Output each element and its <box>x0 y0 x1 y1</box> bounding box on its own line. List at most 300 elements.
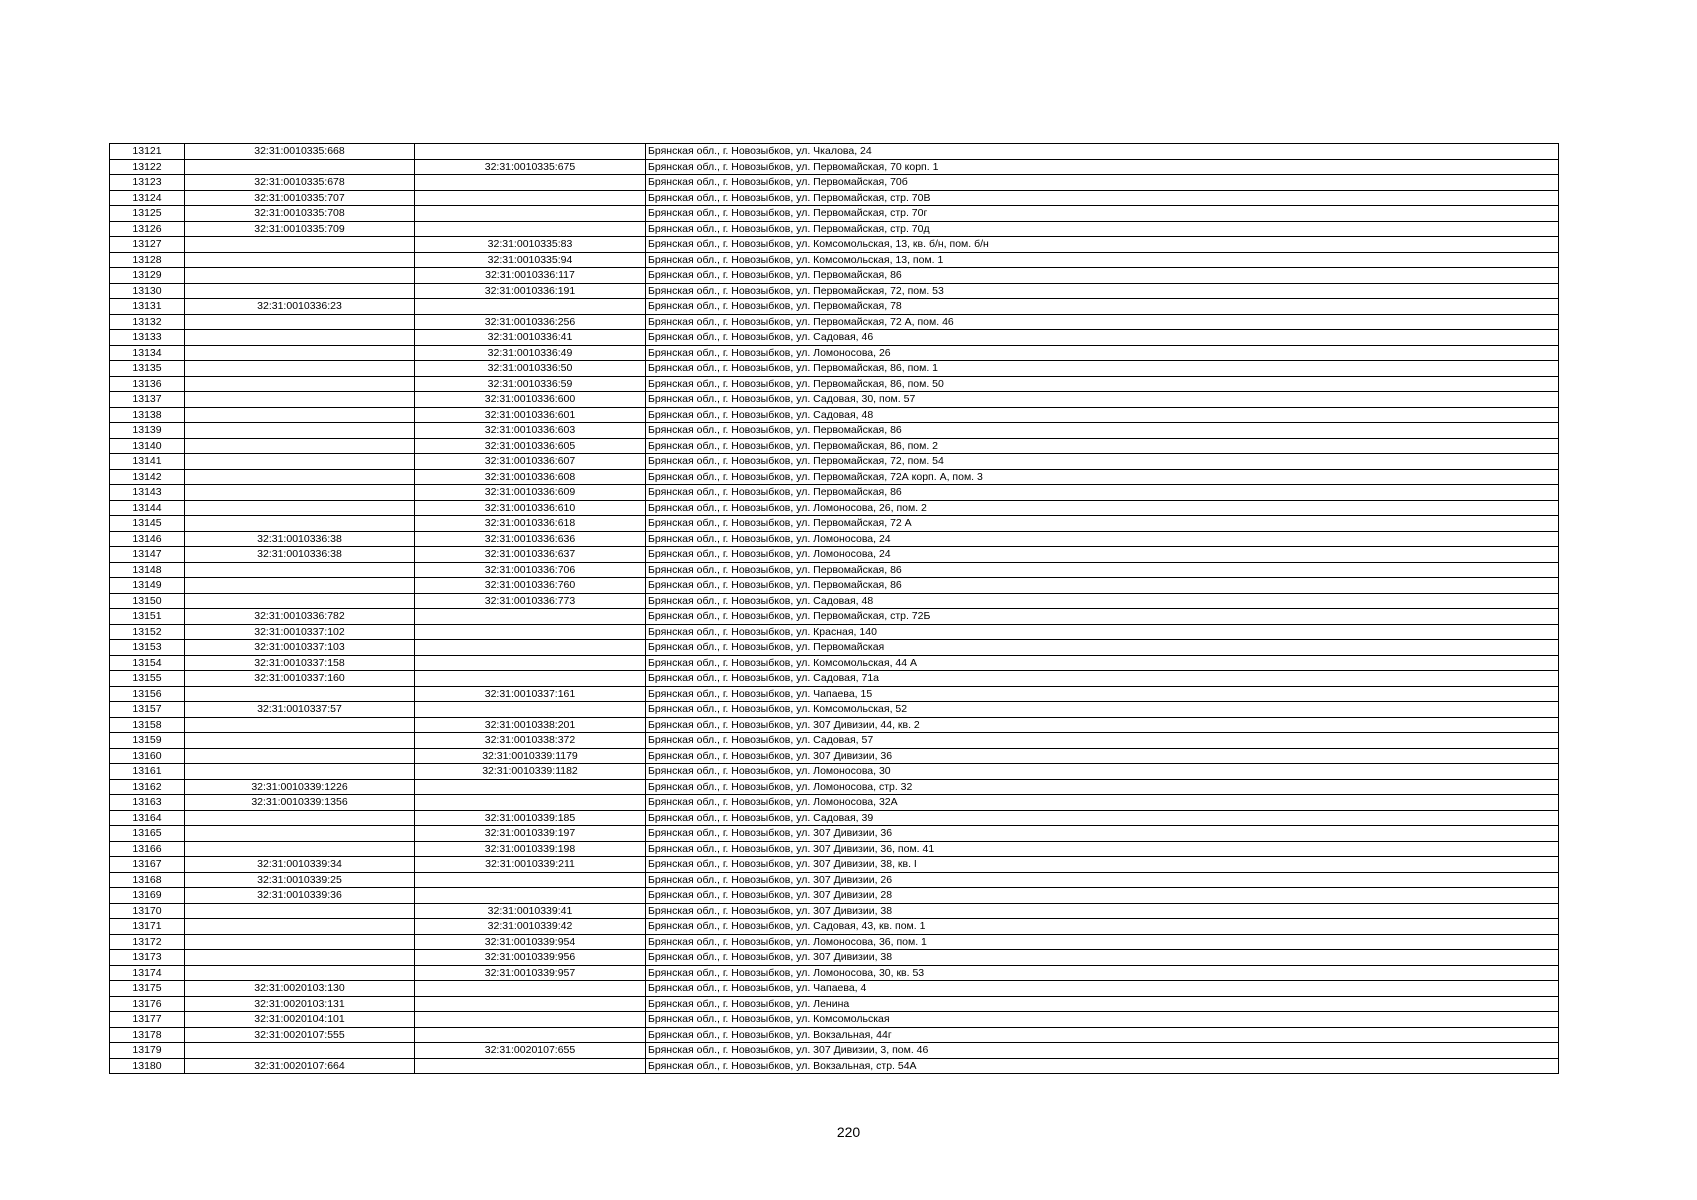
page-number: 220 <box>836 1124 861 1140</box>
row-number-cell: 13154 <box>110 655 185 671</box>
table-row <box>110 841 1559 857</box>
cadastral-number-2-cell: 32:31:0010339:954 <box>415 934 646 950</box>
cadastral-number-cell: 32:31:0010336:782 <box>185 609 415 625</box>
table-row <box>110 407 1559 423</box>
cadastral-number-2-cell <box>415 175 646 191</box>
table-row <box>110 1043 1559 1059</box>
cadastral-number-2-cell <box>415 1012 646 1028</box>
address-cell: Брянская обл., г. Новозыбков, ул. 307 Дивизии, 38 <box>646 950 1559 966</box>
address-cell: Брянская обл., г. Новозыбков, ул. Ломоносова, 26, пом. 2 <box>646 500 1559 516</box>
cadastral-number-cell: 32:31:0020104:101 <box>185 1012 415 1028</box>
row-number-cell: 13152 <box>110 624 185 640</box>
address-cell: Брянская обл., г. Новозыбков, ул. Чапаева, 4 <box>646 981 1559 997</box>
cadastral-number-2-cell: 32:31:0010339:185 <box>415 810 646 826</box>
cadastral-number-2-cell <box>415 702 646 718</box>
cadastral-number-2-cell <box>415 795 646 811</box>
address-cell: Брянская обл., г. Новозыбков, ул. Первомайская, 86, пом. 50 <box>646 376 1559 392</box>
address-cell: Брянская обл., г. Новозыбков, ул. Комсомольская <box>646 1012 1559 1028</box>
address-cell: Брянская обл., г. Новозыбков, ул. Первомайская, 86 <box>646 268 1559 284</box>
row-number-cell: 13172 <box>110 934 185 950</box>
cadastral-number-2-cell: 32:31:0010335:94 <box>415 252 646 268</box>
cadastral-number-cell <box>185 919 415 935</box>
cadastral-number-cell: 32:31:0010335:678 <box>185 175 415 191</box>
row-number-cell: 13141 <box>110 454 185 470</box>
row-number-cell: 13165 <box>110 826 185 842</box>
cadastral-number-2-cell <box>415 609 646 625</box>
cadastral-number-cell: 32:31:0020103:130 <box>185 981 415 997</box>
data-table <box>109 143 1559 1074</box>
row-number-cell: 13137 <box>110 392 185 408</box>
row-number-cell: 13157 <box>110 702 185 718</box>
cadastral-number-cell <box>185 764 415 780</box>
table-row <box>110 609 1559 625</box>
address-cell: Брянская обл., г. Новозыбков, ул. Комсомольская, 44 А <box>646 655 1559 671</box>
cadastral-number-cell <box>185 950 415 966</box>
cadastral-number-2-cell: 32:31:0010336:607 <box>415 454 646 470</box>
cadastral-number-cell <box>185 593 415 609</box>
row-number-cell: 13168 <box>110 872 185 888</box>
row-number-cell: 13179 <box>110 1043 185 1059</box>
address-cell: Брянская обл., г. Новозыбков, ул. 307 Дивизии, 38, кв. I <box>646 857 1559 873</box>
address-cell: Брянская обл., г. Новозыбков, ул. Комсомольская, 52 <box>646 702 1559 718</box>
row-number-cell: 13129 <box>110 268 185 284</box>
address-cell: Брянская обл., г. Новозыбков, ул. Первомайская, 72 А <box>646 516 1559 532</box>
address-cell: Брянская обл., г. Новозыбков, ул. Ломоносова, 24 <box>646 547 1559 563</box>
row-number-cell: 13123 <box>110 175 185 191</box>
table-row <box>110 686 1559 702</box>
row-number-cell: 13126 <box>110 221 185 237</box>
cadastral-number-cell <box>185 826 415 842</box>
table-row <box>110 655 1559 671</box>
table-row <box>110 872 1559 888</box>
table-row <box>110 330 1559 346</box>
address-cell: Брянская обл., г. Новозыбков, ул. Садовая, 43, кв. пом. 1 <box>646 919 1559 935</box>
address-cell: Брянская обл., г. Новозыбков, ул. Чапаева, 15 <box>646 686 1559 702</box>
row-number-cell: 13140 <box>110 438 185 454</box>
cadastral-number-cell: 32:31:0010337:102 <box>185 624 415 640</box>
cadastral-number-2-cell: 32:31:0020107:655 <box>415 1043 646 1059</box>
address-cell: Брянская обл., г. Новозыбков, ул. Комсомольская, 13, кв. б/н, пом. б/н <box>646 237 1559 253</box>
cadastral-number-cell <box>185 283 415 299</box>
cadastral-number-2-cell: 32:31:0010336:609 <box>415 485 646 501</box>
table-row <box>110 1027 1559 1043</box>
cadastral-number-2-cell: 32:31:0010336:191 <box>415 283 646 299</box>
table-row <box>110 950 1559 966</box>
cadastral-number-2-cell: 32:31:0010336:49 <box>415 345 646 361</box>
row-number-cell: 13170 <box>110 903 185 919</box>
table-row <box>110 500 1559 516</box>
address-cell: Брянская обл., г. Новозыбков, ул. Первомайская <box>646 640 1559 656</box>
row-number-cell: 13128 <box>110 252 185 268</box>
row-number-cell: 13138 <box>110 407 185 423</box>
table-row <box>110 485 1559 501</box>
cadastral-number-2-cell: 32:31:0010336:618 <box>415 516 646 532</box>
cadastral-number-cell <box>185 407 415 423</box>
row-number-cell: 13158 <box>110 717 185 733</box>
table-row <box>110 748 1559 764</box>
cadastral-number-2-cell: 32:31:0010336:50 <box>415 361 646 377</box>
cadastral-number-2-cell: 32:31:0010336:41 <box>415 330 646 346</box>
address-cell: Брянская обл., г. Новозыбков, ул. 307 Дивизии, 36, пом. 41 <box>646 841 1559 857</box>
table-row <box>110 671 1559 687</box>
cadastral-number-2-cell: 32:31:0010337:161 <box>415 686 646 702</box>
cadastral-number-cell <box>185 361 415 377</box>
row-number-cell: 13124 <box>110 190 185 206</box>
table-row <box>110 578 1559 594</box>
table-row <box>110 1058 1559 1074</box>
table-row <box>110 640 1559 656</box>
row-number-cell: 13159 <box>110 733 185 749</box>
cadastral-number-cell <box>185 376 415 392</box>
row-number-cell: 13146 <box>110 531 185 547</box>
cadastral-number-2-cell: 32:31:0010336:608 <box>415 469 646 485</box>
cadastral-number-2-cell: 32:31:0010338:372 <box>415 733 646 749</box>
address-cell: Брянская обл., г. Новозыбков, ул. Садовая, 48 <box>646 593 1559 609</box>
row-number-cell: 13122 <box>110 159 185 175</box>
cadastral-number-2-cell: 32:31:0010335:83 <box>415 237 646 253</box>
row-number-cell: 13180 <box>110 1058 185 1074</box>
cadastral-number-2-cell: 32:31:0010336:637 <box>415 547 646 563</box>
cadastral-number-cell <box>185 423 415 439</box>
table-row <box>110 376 1559 392</box>
row-number-cell: 13121 <box>110 144 185 160</box>
address-cell: Брянская обл., г. Новозыбков, ул. Первомайская, 78 <box>646 299 1559 315</box>
cadastral-number-cell: 32:31:0020107:555 <box>185 1027 415 1043</box>
address-cell: Брянская обл., г. Новозыбков, ул. Первомайская, стр. 70д <box>646 221 1559 237</box>
cadastral-number-2-cell <box>415 779 646 795</box>
cadastral-number-2-cell: 32:31:0010336:117 <box>415 268 646 284</box>
address-cell: Брянская обл., г. Новозыбков, ул. Первомайская, 72, пом. 54 <box>646 454 1559 470</box>
cadastral-number-cell <box>185 578 415 594</box>
cadastral-number-cell <box>185 841 415 857</box>
table-row <box>110 562 1559 578</box>
cadastral-number-2-cell: 32:31:0010335:675 <box>415 159 646 175</box>
address-cell: Брянская обл., г. Новозыбков, ул. Первомайская, 70 корп. 1 <box>646 159 1559 175</box>
cadastral-number-cell <box>185 159 415 175</box>
address-cell: Брянская обл., г. Новозыбков, ул. Первомайская, 86 <box>646 485 1559 501</box>
row-number-cell: 13156 <box>110 686 185 702</box>
table-row <box>110 965 1559 981</box>
address-cell: Брянская обл., г. Новозыбков, ул. Чкалова, 24 <box>646 144 1559 160</box>
table-row <box>110 934 1559 950</box>
table-row <box>110 1012 1559 1028</box>
cadastral-number-cell <box>185 345 415 361</box>
row-number-cell: 13151 <box>110 609 185 625</box>
row-number-cell: 13174 <box>110 965 185 981</box>
cadastral-number-2-cell <box>415 1058 646 1074</box>
table-row <box>110 299 1559 315</box>
address-cell: Брянская обл., г. Новозыбков, ул. Первомайская, стр. 72Б <box>646 609 1559 625</box>
row-number-cell: 13171 <box>110 919 185 935</box>
table-row <box>110 423 1559 439</box>
address-cell: Брянская обл., г. Новозыбков, ул. Ломоносова, 26 <box>646 345 1559 361</box>
cadastral-number-cell: 32:31:0010337:158 <box>185 655 415 671</box>
cadastral-number-2-cell <box>415 1027 646 1043</box>
row-number-cell: 13153 <box>110 640 185 656</box>
table-row <box>110 221 1559 237</box>
cadastral-number-2-cell: 32:31:0010339:211 <box>415 857 646 873</box>
cadastral-number-cell: 32:31:0010339:1356 <box>185 795 415 811</box>
cadastral-number-2-cell <box>415 206 646 222</box>
address-cell: Брянская обл., г. Новозыбков, ул. Первомайская, 72 А, пом. 46 <box>646 314 1559 330</box>
table-row <box>110 981 1559 997</box>
address-cell: Брянская обл., г. Новозыбков, ул. Первомайская, 70б <box>646 175 1559 191</box>
cadastral-number-cell <box>185 934 415 950</box>
cadastral-number-cell <box>185 314 415 330</box>
table-row <box>110 392 1559 408</box>
cadastral-number-cell <box>185 330 415 346</box>
row-number-cell: 13166 <box>110 841 185 857</box>
cadastral-number-2-cell <box>415 640 646 656</box>
address-cell: Брянская обл., г. Новозыбков, ул. Первомайская, 86, пом. 1 <box>646 361 1559 377</box>
table-row <box>110 795 1559 811</box>
address-cell: Брянская обл., г. Новозыбков, ул. Ломоносова, 36, пом. 1 <box>646 934 1559 950</box>
row-number-cell: 13136 <box>110 376 185 392</box>
row-number-cell: 13164 <box>110 810 185 826</box>
row-number-cell: 13169 <box>110 888 185 904</box>
address-cell: Брянская обл., г. Новозыбков, ул. 307 Дивизии, 38 <box>646 903 1559 919</box>
table-row <box>110 268 1559 284</box>
address-cell: Брянская обл., г. Новозыбков, ул. Комсомольская, 13, пом. 1 <box>646 252 1559 268</box>
table-row <box>110 144 1559 160</box>
cadastral-number-cell: 32:31:0010339:25 <box>185 872 415 888</box>
address-cell: Брянская обл., г. Новозыбков, ул. Садовая, 39 <box>646 810 1559 826</box>
cadastral-number-2-cell: 32:31:0010336:59 <box>415 376 646 392</box>
cadastral-number-cell <box>185 810 415 826</box>
cadastral-number-cell <box>185 392 415 408</box>
address-cell: Брянская обл., г. Новозыбков, ул. Красная, 140 <box>646 624 1559 640</box>
cadastral-number-2-cell: 32:31:0010339:197 <box>415 826 646 842</box>
cadastral-number-cell: 32:31:0010336:38 <box>185 531 415 547</box>
cadastral-number-cell <box>185 516 415 532</box>
row-number-cell: 13177 <box>110 1012 185 1028</box>
row-number-cell: 13132 <box>110 314 185 330</box>
address-cell: Брянская обл., г. Новозыбков, ул. Вокзальная, стр. 54А <box>646 1058 1559 1074</box>
table-row <box>110 919 1559 935</box>
table-row <box>110 826 1559 842</box>
row-number-cell: 13149 <box>110 578 185 594</box>
cadastral-number-cell <box>185 903 415 919</box>
address-cell: Брянская обл., г. Новозыбков, ул. 307 Дивизии, 44, кв. 2 <box>646 717 1559 733</box>
cadastral-number-2-cell: 32:31:0010339:42 <box>415 919 646 935</box>
cadastral-number-cell <box>185 454 415 470</box>
cadastral-number-cell <box>185 686 415 702</box>
table-body <box>110 144 1559 1074</box>
cadastral-number-2-cell: 32:31:0010339:957 <box>415 965 646 981</box>
cadastral-number-cell <box>185 965 415 981</box>
cadastral-number-2-cell: 32:31:0010336:760 <box>415 578 646 594</box>
address-cell: Брянская обл., г. Новозыбков, ул. Первомайская, 72, пом. 53 <box>646 283 1559 299</box>
cadastral-number-2-cell: 32:31:0010336:773 <box>415 593 646 609</box>
address-cell: Брянская обл., г. Новозыбков, ул. Ленина <box>646 996 1559 1012</box>
address-cell: Брянская обл., г. Новозыбков, ул. 307 Дивизии, 3, пом. 46 <box>646 1043 1559 1059</box>
cadastral-number-cell <box>185 1043 415 1059</box>
row-number-cell: 13144 <box>110 500 185 516</box>
address-cell: Брянская обл., г. Новозыбков, ул. Первомайская, 86, пом. 2 <box>646 438 1559 454</box>
table-row <box>110 454 1559 470</box>
cadastral-number-2-cell <box>415 221 646 237</box>
cadastral-number-2-cell: 32:31:0010336:605 <box>415 438 646 454</box>
row-number-cell: 13175 <box>110 981 185 997</box>
cadastral-number-cell: 32:31:0010336:23 <box>185 299 415 315</box>
address-cell: Брянская обл., г. Новозыбков, ул. Садовая, 48 <box>646 407 1559 423</box>
cadastral-number-cell <box>185 237 415 253</box>
table-row <box>110 469 1559 485</box>
row-number-cell: 13134 <box>110 345 185 361</box>
cadastral-number-cell <box>185 562 415 578</box>
table-row <box>110 996 1559 1012</box>
address-cell: Брянская обл., г. Новозыбков, ул. Садовая, 71а <box>646 671 1559 687</box>
address-cell: Брянская обл., г. Новозыбков, ул. Садовая, 46 <box>646 330 1559 346</box>
table-row <box>110 252 1559 268</box>
cadastral-number-2-cell: 32:31:0010336:256 <box>415 314 646 330</box>
cadastral-number-2-cell <box>415 655 646 671</box>
row-number-cell: 13163 <box>110 795 185 811</box>
row-number-cell: 13161 <box>110 764 185 780</box>
cadastral-number-cell: 32:31:0010335:708 <box>185 206 415 222</box>
table-row <box>110 531 1559 547</box>
cadastral-number-2-cell <box>415 981 646 997</box>
cadastral-number-2-cell: 32:31:0010339:198 <box>415 841 646 857</box>
address-cell: Брянская обл., г. Новозыбков, ул. Первомайская, стр. 70г <box>646 206 1559 222</box>
cadastral-number-cell <box>185 485 415 501</box>
row-number-cell: 13142 <box>110 469 185 485</box>
address-cell: Брянская обл., г. Новозыбков, ул. Ломоносова, 32А <box>646 795 1559 811</box>
cadastral-number-cell: 32:31:0010337:103 <box>185 640 415 656</box>
address-cell: Брянская обл., г. Новозыбков, ул. Вокзальная, 44г <box>646 1027 1559 1043</box>
address-cell: Брянская обл., г. Новозыбков, ул. 307 Дивизии, 26 <box>646 872 1559 888</box>
row-number-cell: 13135 <box>110 361 185 377</box>
cadastral-number-2-cell <box>415 190 646 206</box>
cadastral-number-2-cell <box>415 996 646 1012</box>
address-cell: Брянская обл., г. Новозыбков, ул. Первомайская, 86 <box>646 562 1559 578</box>
table-row <box>110 345 1559 361</box>
row-number-cell: 13143 <box>110 485 185 501</box>
row-number-cell: 13167 <box>110 857 185 873</box>
cadastral-number-cell: 32:31:0020107:664 <box>185 1058 415 1074</box>
row-number-cell: 13127 <box>110 237 185 253</box>
table-row <box>110 175 1559 191</box>
table-row <box>110 810 1559 826</box>
cadastral-number-cell: 32:31:0010337:57 <box>185 702 415 718</box>
cadastral-number-2-cell: 32:31:0010339:1182 <box>415 764 646 780</box>
table-row <box>110 516 1559 532</box>
cadastral-number-2-cell: 32:31:0010336:603 <box>415 423 646 439</box>
cadastral-number-2-cell: 32:31:0010336:636 <box>415 531 646 547</box>
cadastral-number-2-cell: 32:31:0010336:601 <box>415 407 646 423</box>
cadastral-number-2-cell <box>415 671 646 687</box>
table-row <box>110 206 1559 222</box>
row-number-cell: 13178 <box>110 1027 185 1043</box>
cadastral-number-2-cell: 32:31:0010339:956 <box>415 950 646 966</box>
cadastral-number-cell <box>185 748 415 764</box>
row-number-cell: 13147 <box>110 547 185 563</box>
cadastral-number-2-cell: 32:31:0010336:706 <box>415 562 646 578</box>
cadastral-number-2-cell: 32:31:0010336:610 <box>415 500 646 516</box>
cadastral-number-cell: 32:31:0010337:160 <box>185 671 415 687</box>
cadastral-number-cell: 32:31:0010339:34 <box>185 857 415 873</box>
cadastral-number-2-cell: 32:31:0010339:41 <box>415 903 646 919</box>
table-row <box>110 779 1559 795</box>
address-cell: Брянская обл., г. Новозыбков, ул. 307 Дивизии, 36 <box>646 826 1559 842</box>
address-cell: Брянская обл., г. Новозыбков, ул. Ломоносова, 30 <box>646 764 1559 780</box>
address-cell: Брянская обл., г. Новозыбков, ул. Садовая, 30, пом. 57 <box>646 392 1559 408</box>
table-row <box>110 237 1559 253</box>
table-row <box>110 702 1559 718</box>
cadastral-number-cell: 32:31:0010336:38 <box>185 547 415 563</box>
row-number-cell: 13130 <box>110 283 185 299</box>
address-cell: Брянская обл., г. Новозыбков, ул. Ломоносова, 30, кв. 53 <box>646 965 1559 981</box>
table-row <box>110 888 1559 904</box>
cadastral-number-cell: 32:31:0010339:36 <box>185 888 415 904</box>
cadastral-number-cell: 32:31:0010339:1226 <box>185 779 415 795</box>
address-cell: Брянская обл., г. Новозыбков, ул. Ломоносова, 24 <box>646 531 1559 547</box>
row-number-cell: 13176 <box>110 996 185 1012</box>
row-number-cell: 13125 <box>110 206 185 222</box>
row-number-cell: 13162 <box>110 779 185 795</box>
cadastral-number-cell <box>185 733 415 749</box>
cadastral-number-2-cell: 32:31:0010339:1179 <box>415 748 646 764</box>
address-cell: Брянская обл., г. Новозыбков, ул. Ломоносова, стр. 32 <box>646 779 1559 795</box>
cadastral-number-cell <box>185 252 415 268</box>
table-row <box>110 857 1559 873</box>
address-cell: Брянская обл., г. Новозыбков, ул. 307 Дивизии, 36 <box>646 748 1559 764</box>
table-row <box>110 903 1559 919</box>
table-row <box>110 314 1559 330</box>
address-cell: Брянская обл., г. Новозыбков, ул. Первомайская, 86 <box>646 578 1559 594</box>
table-row <box>110 733 1559 749</box>
table-row <box>110 547 1559 563</box>
cadastral-number-2-cell <box>415 299 646 315</box>
cadastral-number-cell <box>185 500 415 516</box>
row-number-cell: 13155 <box>110 671 185 687</box>
cadastral-number-2-cell: 32:31:0010338:201 <box>415 717 646 733</box>
table-row <box>110 717 1559 733</box>
row-number-cell: 13139 <box>110 423 185 439</box>
address-cell: Брянская обл., г. Новозыбков, ул. Первомайская, 86 <box>646 423 1559 439</box>
table-row <box>110 624 1559 640</box>
address-cell: Брянская обл., г. Новозыбков, ул. 307 Дивизии, 28 <box>646 888 1559 904</box>
table-row <box>110 159 1559 175</box>
table-row <box>110 190 1559 206</box>
table-row <box>110 283 1559 299</box>
address-cell: Брянская обл., г. Новозыбков, ул. Садовая, 57 <box>646 733 1559 749</box>
table-row <box>110 361 1559 377</box>
table-row <box>110 438 1559 454</box>
cadastral-number-2-cell: 32:31:0010336:600 <box>415 392 646 408</box>
address-cell: Брянская обл., г. Новозыбков, ул. Первомайская, стр. 70В <box>646 190 1559 206</box>
cadastral-number-cell: 32:31:0010335:668 <box>185 144 415 160</box>
row-number-cell: 13145 <box>110 516 185 532</box>
row-number-cell: 13160 <box>110 748 185 764</box>
cadastral-number-cell <box>185 268 415 284</box>
cadastral-number-2-cell <box>415 144 646 160</box>
cadastral-number-2-cell <box>415 872 646 888</box>
row-number-cell: 13150 <box>110 593 185 609</box>
row-number-cell: 13133 <box>110 330 185 346</box>
cadastral-number-cell <box>185 469 415 485</box>
row-number-cell: 13173 <box>110 950 185 966</box>
cadastral-number-2-cell <box>415 888 646 904</box>
cadastral-number-2-cell <box>415 624 646 640</box>
address-cell: Брянская обл., г. Новозыбков, ул. Первомайская, 72А корп. А, пом. 3 <box>646 469 1559 485</box>
table-row <box>110 764 1559 780</box>
row-number-cell: 13131 <box>110 299 185 315</box>
cadastral-number-cell <box>185 717 415 733</box>
cadastral-number-cell: 32:31:0010335:707 <box>185 190 415 206</box>
cadastral-number-cell: 32:31:0020103:131 <box>185 996 415 1012</box>
cadastral-number-cell: 32:31:0010335:709 <box>185 221 415 237</box>
